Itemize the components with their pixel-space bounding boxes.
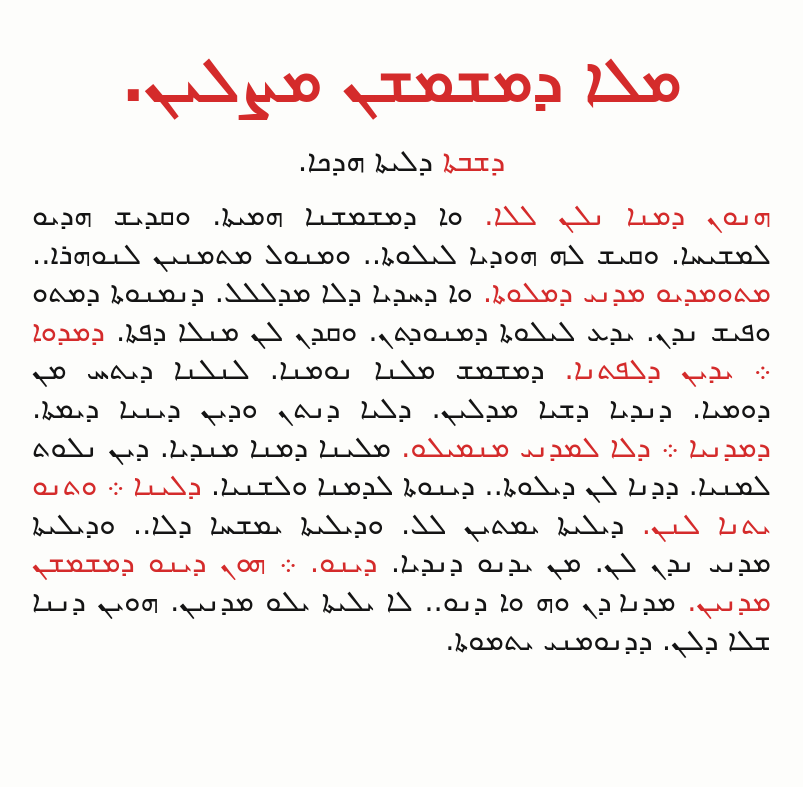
- page-subheading: [28, 136, 775, 188]
- text-segment: ܕܡܫܡܫ ܡܠܢܐ ܢܘܡܢܐ. ܠܢܠܢܐ ܕܝܬܚ ܡܢ ܕܘܡܝܐ. ܕܢܕܝܐ ܕܫܝܐ ܡܕܠܝܢ. ܕܠܝܐ ܕܢܬܢ ܘܕܝܢ ܕܝܢܝܐ ܕܝܡܬܐ.: [32, 352, 771, 425]
- rubric-segment: ܕܝܢܘ. ܀ ܗܘܢ ܕܝܢܘ ܕܡܫܡܫܢ ܡܕܢܝܢ.: [32, 545, 771, 618]
- text-segment: ܘܐ ܕܚܕܝܐ ܕܠܐ ܡܕܠܠܠ. ܕܢܡܢܘܬܐ ܕܡܬܘ ܘܦܝܫ ܢܕܢ. ܝܕܥ ܠܝܠܘܬܐ ܕܡܢܘܕܬܢ. ܘܩܕܢ ܠܢ ܡܢܠܐ ܕܦܬܐ.: [32, 275, 771, 348]
- text-segment: ܡܠܝܢܐ ܕܡܢܐ ܡܢܕܝܐ. ܕܝܢ ܢܠܘܬ ܠܡܢܝܐ. ܕܕܢܐ ܠܢ ܕܝܠܘܬܐ.. ܕܝܢܘܬܐ ܠܕܡܢܐ ܘܠܫܢܝܐ.: [32, 429, 771, 503]
- page-title: ܡܠܐ ܕܡܫܡܫܢ ܡܨܠܝܢ.: [121, 43, 682, 116]
- rubric-segment: ܡܬܘܡܕܝܘ ܡܕܢܝ ܕܡܠܘܬܐ.: [482, 275, 771, 310]
- subheading-text: ܕܠܝܬܐ ܗܕܟܐ.: [297, 144, 434, 179]
- text-segment: ܘܐ ܕܡܫܡܫܢܐ ܗܡܝܬܐ. ܘܩܕܝܫ ܗܕܝܘ ܠܡܫܝܚܐ. ܘܩܝܫ ܠܗ ܗܘܕܝܐ ܠܝܠܘܬܐ.. ܘܡܢܘܠ ܡܬܡܢܝܢ ܠܢܘܗܪܐ..: [32, 198, 771, 271]
- text-segment: ܡܕܢܐ ܕܢ ܘܗ ܘܐ ܕܢܘ.. ܠܐ ܝܠܝܬܐ ܝܠܘ ܡܕܢܝܢ. ܗܘܝܢ ܕܢܢܐ ܫܠܐ ܕܠܢ. ܕܕܢܘܡܢܝ ܝܬܡܘܬܐ.: [32, 583, 771, 657]
- text-segment: ܕܝܠܝܬܐ ܝܡܬܝܢ ܠܠ. ܘܕܝܠܝܬܐ ܝܡܫܚܐ ܕܠܐ.. ܘܕܝܠܝܬܐ ܡܕܢܝ ܢܕܢ ܠܢ. ܡܢ ܝܕܢܘ ܕܢܕܝܐ.: [32, 506, 771, 580]
- rubric-segment: ܕܡܕܢܝܐ ܀ ܕܠܐ ܠܡܕܢܝ ܡܢܡܝܠܘ.: [401, 429, 771, 464]
- rubric-segment: ܗܢܘܢ ܕܡܢܐ ܢܠܢ ܠܠܐ.: [484, 198, 771, 232]
- body-paragraph: [28, 196, 775, 659]
- subheading-rubric: ܕܫܒܬܐ: [442, 144, 506, 179]
- rubric-segment: ܕܠܝܢܐ ܀ ܘܬܢܘ ܝܬܢܐ ܠܢܢ.: [32, 468, 771, 541]
- rubric-segment: ܕܡܕܘܐ ܀ ܝܕܝܢ ܕܠܦܬܢܐ.: [32, 313, 771, 387]
